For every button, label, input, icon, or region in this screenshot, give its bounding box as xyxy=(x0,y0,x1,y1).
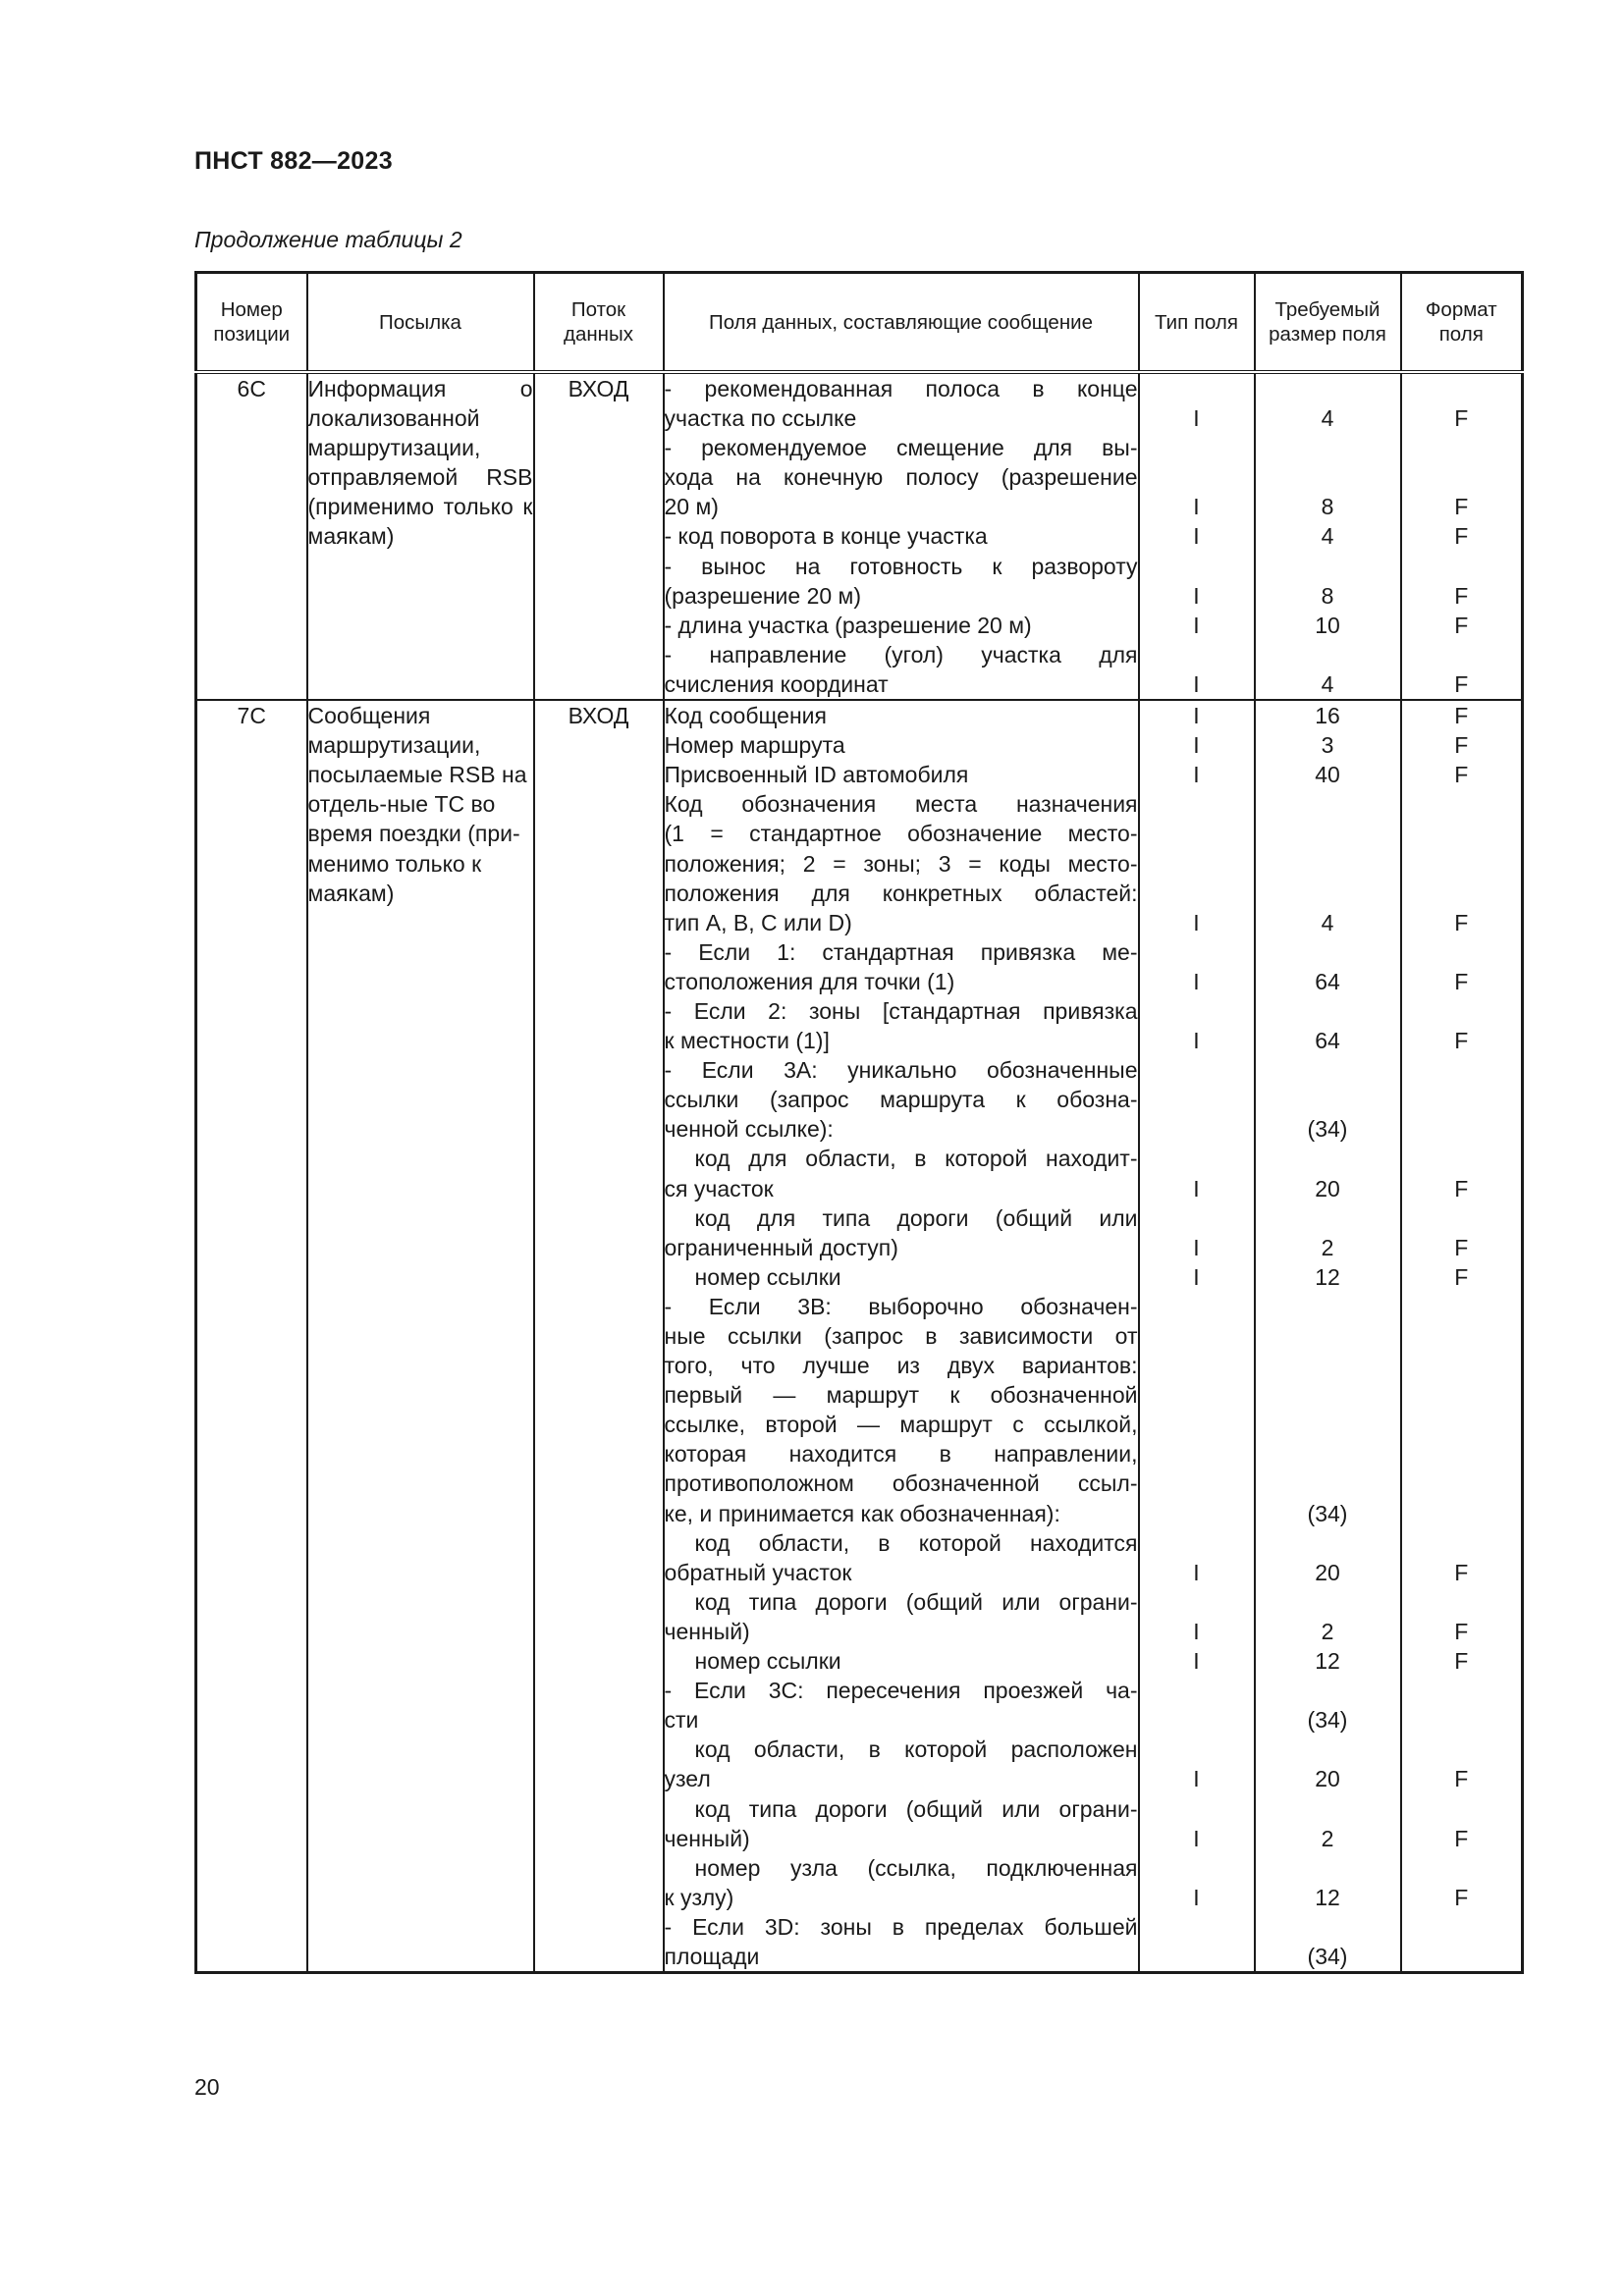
field-line: 20 м) xyxy=(664,494,719,520)
field-value: F xyxy=(1454,1648,1469,1675)
field-line: - рекомендованная полоса в конце xyxy=(664,376,1138,401)
field-value xyxy=(1256,433,1400,462)
field-line: - код поворота в конце участка xyxy=(664,523,988,550)
field-value: I xyxy=(1193,1559,1200,1585)
field-value: F xyxy=(1454,1028,1469,1054)
field-value: F xyxy=(1454,1559,1469,1585)
field-value xyxy=(1256,1912,1400,1942)
table-header-row xyxy=(196,273,1523,373)
field-value xyxy=(1140,1499,1254,1528)
field-line: номер узла (ссылка, подключенная xyxy=(694,1854,1138,1881)
field-line: - вынос на готовность к развороту xyxy=(664,553,1138,579)
field-line: Номер маршрута xyxy=(664,732,845,759)
field-value: 2 xyxy=(1321,1825,1334,1851)
field-value xyxy=(1140,1203,1254,1233)
field-line: которая находится в направлении, xyxy=(664,1441,1138,1468)
field-value xyxy=(1402,937,1522,967)
field-value xyxy=(1256,879,1400,908)
field-value xyxy=(1402,1351,1522,1380)
field-value: I xyxy=(1193,762,1200,788)
field-value xyxy=(1140,1321,1254,1351)
field-value xyxy=(1402,1144,1522,1173)
field-value xyxy=(1256,789,1400,819)
field-line: положения для конкретных областей: xyxy=(664,880,1138,906)
field-value: 4 xyxy=(1321,909,1334,935)
field-line: код типа дороги (общий или ограни- xyxy=(694,1795,1138,1822)
field-value xyxy=(1140,1144,1254,1173)
field-value: F xyxy=(1454,1825,1469,1851)
field-line: номер ссылки xyxy=(694,1263,841,1290)
field-value: I xyxy=(1193,1028,1200,1054)
field-value xyxy=(1402,1055,1522,1085)
field-value: 10 xyxy=(1315,612,1340,638)
field-value xyxy=(1140,879,1254,908)
field-value xyxy=(1140,819,1254,848)
field-line: ограниченный доступ) xyxy=(664,1234,898,1260)
field-value xyxy=(1402,1528,1522,1558)
field-value xyxy=(1256,1794,1400,1824)
field-value: I xyxy=(1193,909,1200,935)
field-value xyxy=(1402,1439,1522,1468)
field-line: положения; 2 = зоны; 3 = коды место- xyxy=(664,850,1138,877)
field-value xyxy=(1256,1321,1400,1351)
field-line: Код сообщения xyxy=(664,703,827,729)
field-line: ся участок xyxy=(664,1175,774,1201)
field-value xyxy=(1256,374,1400,403)
field-type-cell xyxy=(1139,700,1255,1973)
field-value xyxy=(1140,433,1254,462)
field-value xyxy=(1256,1528,1400,1558)
field-line: (разрешение 20 м) xyxy=(664,582,862,609)
field-format-cell xyxy=(1401,700,1523,1973)
fields-cell xyxy=(664,700,1139,1973)
field-line: ссылке, второй — маршрут с ссылкой, xyxy=(664,1412,1138,1438)
field-value: I xyxy=(1193,1825,1200,1851)
field-line: - Если 3А: уникально обозначенные xyxy=(664,1057,1138,1084)
field-value: 12 xyxy=(1315,1648,1340,1675)
field-value xyxy=(1402,1912,1522,1942)
field-line: участка по ссылке xyxy=(664,405,857,432)
field-value xyxy=(1140,1114,1254,1144)
field-value xyxy=(1140,849,1254,879)
field-value: I xyxy=(1193,612,1200,638)
field-value: 3 xyxy=(1321,732,1334,759)
field-value xyxy=(1140,1794,1254,1824)
field-value xyxy=(1256,937,1400,967)
field-line: обратный участок xyxy=(664,1559,852,1585)
field-value xyxy=(1140,374,1254,403)
field-value xyxy=(1402,640,1522,669)
page-number: 20 xyxy=(194,2074,220,2100)
field-line: - Если 1: стандартная привязка ме- xyxy=(664,938,1138,965)
field-value: F xyxy=(1454,1618,1469,1644)
field-value: 16 xyxy=(1315,703,1340,729)
field-value xyxy=(1140,1853,1254,1883)
field-value: (34) xyxy=(1307,1943,1348,1969)
field-value: 20 xyxy=(1315,1175,1340,1201)
field-size-cell xyxy=(1255,372,1401,700)
field-line: номер ссылки xyxy=(694,1648,841,1675)
field-value xyxy=(1402,1794,1522,1824)
field-line: противоположном обозначенной ссыл- xyxy=(664,1470,1138,1497)
field-value xyxy=(1140,1292,1254,1321)
field-value xyxy=(1402,1676,1522,1705)
field-value xyxy=(1402,1203,1522,1233)
field-value xyxy=(1140,1351,1254,1380)
field-value: F xyxy=(1454,582,1469,609)
field-value: I xyxy=(1193,405,1200,432)
field-value: F xyxy=(1454,762,1469,788)
field-value: I xyxy=(1193,1884,1200,1910)
field-value xyxy=(1140,996,1254,1026)
col-header-field-type: Тип поля xyxy=(1139,273,1255,373)
field-value: F xyxy=(1454,1884,1469,1910)
field-value: 20 xyxy=(1315,1766,1340,1792)
field-value xyxy=(1140,1942,1254,1971)
field-value xyxy=(1402,789,1522,819)
field-value xyxy=(1140,937,1254,967)
field-value: 2 xyxy=(1321,1234,1334,1260)
parcel-cell: Сообщения маршрутизации, посылаемые RSB на отдель-ные ТС во время поездки (при-менимо только к маякам) xyxy=(307,700,534,1973)
field-value: F xyxy=(1454,523,1469,550)
field-value: 40 xyxy=(1315,762,1340,788)
field-value xyxy=(1402,462,1522,492)
field-line: счисления координат xyxy=(664,670,889,697)
field-value: F xyxy=(1454,1766,1469,1792)
field-line: код области, в которой находится xyxy=(694,1529,1138,1556)
field-value: I xyxy=(1193,1263,1200,1290)
field-value xyxy=(1256,849,1400,879)
field-type-cell xyxy=(1139,372,1255,700)
field-value: F xyxy=(1454,494,1469,520)
field-value xyxy=(1256,1292,1400,1321)
field-line: ченной ссылке): xyxy=(664,1116,834,1143)
field-value xyxy=(1402,1853,1522,1883)
field-value xyxy=(1140,1380,1254,1410)
field-value: 2 xyxy=(1321,1618,1334,1644)
field-value xyxy=(1402,433,1522,462)
field-value xyxy=(1402,849,1522,879)
field-line: - рекомендуемое смещение для вы- xyxy=(664,435,1138,461)
field-value xyxy=(1402,1410,1522,1439)
field-line: - Если 3С: пересечения проезжей ча- xyxy=(664,1678,1138,1704)
field-value xyxy=(1140,1528,1254,1558)
data-flow-cell: ВХОД xyxy=(534,372,664,700)
table-caption: Продолжение таблицы 2 xyxy=(194,227,462,252)
field-value: 64 xyxy=(1315,968,1340,994)
field-line: площади xyxy=(664,1943,760,1969)
col-header-data-fields: Поля данных, составляющие сообщение xyxy=(664,273,1139,373)
field-value xyxy=(1402,1085,1522,1114)
field-value: F xyxy=(1454,405,1469,432)
field-value xyxy=(1256,1055,1400,1085)
field-value: F xyxy=(1454,1175,1469,1201)
field-format-cell xyxy=(1401,372,1523,700)
field-value xyxy=(1402,1321,1522,1351)
field-line: - длина участка (разрешение 20 м) xyxy=(664,612,1032,638)
field-value xyxy=(1402,1468,1522,1498)
field-value: F xyxy=(1454,732,1469,759)
col-header-field-size: Требуемый размер поля xyxy=(1255,273,1401,373)
field-value xyxy=(1402,1292,1522,1321)
field-value xyxy=(1140,552,1254,581)
field-value xyxy=(1140,1468,1254,1498)
col-header-parcel: Посылка xyxy=(307,273,534,373)
field-line: - Если 2: зоны [стандартная привязка xyxy=(664,997,1138,1024)
field-value: I xyxy=(1193,494,1200,520)
field-line: код для области, в которой находит- xyxy=(694,1146,1138,1172)
position-cell: 7С xyxy=(196,700,307,1973)
field-line: хода на конечную полосу (разрешение xyxy=(664,464,1138,491)
table-row xyxy=(196,372,1523,700)
field-value: 4 xyxy=(1321,523,1334,550)
field-value xyxy=(1402,374,1522,403)
field-line: ные ссылки (запрос в зависимости от xyxy=(664,1323,1138,1349)
parcel-cell: Информация о локализованной маршрутизации, отправляемой RSB (применимо только к маякам) xyxy=(307,372,534,700)
field-value xyxy=(1140,1735,1254,1764)
field-value: I xyxy=(1193,670,1200,697)
field-line: тип А, В, С или D) xyxy=(664,909,852,935)
field-value xyxy=(1256,1468,1400,1498)
field-value: F xyxy=(1454,968,1469,994)
field-value xyxy=(1256,1380,1400,1410)
field-value: 12 xyxy=(1315,1263,1340,1290)
field-line: - Если 3В: выборочно обозначен- xyxy=(664,1293,1138,1319)
field-value: (34) xyxy=(1307,1116,1348,1143)
field-value: I xyxy=(1193,1618,1200,1644)
col-header-field-format: Формат поля xyxy=(1401,273,1523,373)
field-value xyxy=(1402,1705,1522,1735)
field-value xyxy=(1140,1055,1254,1085)
field-value xyxy=(1402,1380,1522,1410)
field-value: 12 xyxy=(1315,1884,1340,1910)
field-value xyxy=(1256,1203,1400,1233)
field-line: ченный) xyxy=(664,1618,750,1644)
field-value: 8 xyxy=(1321,494,1334,520)
field-value xyxy=(1140,1912,1254,1942)
col-header-data-flow: Поток данных xyxy=(534,273,664,373)
field-line: Присвоенный ID автомобиля xyxy=(664,762,969,788)
field-value xyxy=(1256,1351,1400,1380)
field-line: ссылки (запрос маршрута к обозна- xyxy=(664,1087,1138,1113)
field-value: I xyxy=(1193,1175,1200,1201)
field-value xyxy=(1256,552,1400,581)
field-value: I xyxy=(1193,1648,1200,1675)
field-value xyxy=(1140,462,1254,492)
field-value: F xyxy=(1454,670,1469,697)
fields-cell xyxy=(664,372,1139,700)
field-line: ченный) xyxy=(664,1825,750,1851)
field-line: - направление (угол) участка для xyxy=(664,641,1138,667)
field-value xyxy=(1140,789,1254,819)
field-value xyxy=(1256,462,1400,492)
field-value: F xyxy=(1454,1234,1469,1260)
field-value xyxy=(1256,819,1400,848)
document-header: ПНСТ 882—2023 xyxy=(194,147,393,175)
field-size-cell xyxy=(1255,700,1401,1973)
field-value: I xyxy=(1193,703,1200,729)
field-line: Код обозначения места назначения xyxy=(664,791,1138,818)
field-value: I xyxy=(1193,1766,1200,1792)
field-value xyxy=(1256,1735,1400,1764)
col-header-position: Номер позиции xyxy=(196,273,307,373)
field-value xyxy=(1402,1942,1522,1971)
field-value xyxy=(1402,879,1522,908)
field-value xyxy=(1256,1085,1400,1114)
field-line: стоположения для точки (1) xyxy=(664,968,955,994)
field-value: I xyxy=(1193,732,1200,759)
field-value xyxy=(1402,996,1522,1026)
field-value xyxy=(1140,1085,1254,1114)
field-value: F xyxy=(1454,703,1469,729)
field-value: I xyxy=(1193,582,1200,609)
field-value: 4 xyxy=(1321,670,1334,697)
field-value xyxy=(1402,819,1522,848)
field-value xyxy=(1402,1499,1522,1528)
field-value xyxy=(1256,1853,1400,1883)
field-value: F xyxy=(1454,612,1469,638)
field-value: 20 xyxy=(1315,1559,1340,1585)
field-value xyxy=(1140,1587,1254,1617)
field-value: I xyxy=(1193,523,1200,550)
field-value xyxy=(1402,1735,1522,1764)
field-value: 64 xyxy=(1315,1028,1340,1054)
field-value xyxy=(1256,1439,1400,1468)
field-line: - Если 3D: зоны в пределах большей xyxy=(664,1913,1138,1940)
field-value xyxy=(1402,1114,1522,1144)
table-row xyxy=(196,700,1523,1973)
field-value: 8 xyxy=(1321,582,1334,609)
field-line: код для типа дороги (общий или xyxy=(694,1204,1138,1231)
field-value xyxy=(1256,1587,1400,1617)
field-line: сти xyxy=(664,1707,699,1734)
field-value: 4 xyxy=(1321,405,1334,432)
field-value xyxy=(1256,996,1400,1026)
field-value: F xyxy=(1454,1263,1469,1290)
position-cell: 6С xyxy=(196,372,307,700)
field-value xyxy=(1256,1144,1400,1173)
field-line: код типа дороги (общий или ограни- xyxy=(694,1588,1138,1615)
field-value xyxy=(1256,1410,1400,1439)
field-value xyxy=(1402,1587,1522,1617)
field-line: первый — маршрут к обозначенной xyxy=(664,1382,1138,1409)
field-line: ке, и принимается как обозначенная): xyxy=(664,1500,1060,1526)
data-flow-cell: ВХОД xyxy=(534,700,664,1973)
field-value xyxy=(1140,1410,1254,1439)
field-value xyxy=(1256,640,1400,669)
field-value: (34) xyxy=(1307,1707,1348,1734)
field-value: I xyxy=(1193,1234,1200,1260)
field-line: (1 = стандартное обозначение место- xyxy=(664,821,1138,847)
field-value xyxy=(1402,552,1522,581)
field-value xyxy=(1140,1705,1254,1735)
field-value: (34) xyxy=(1307,1500,1348,1526)
field-line: узел xyxy=(664,1766,711,1792)
data-fields-table xyxy=(194,271,1524,1974)
field-value: F xyxy=(1454,909,1469,935)
field-line: к местности (1)] xyxy=(664,1028,830,1054)
field-value xyxy=(1140,1676,1254,1705)
field-line: того, что лучше из двух вариантов: xyxy=(664,1353,1138,1379)
field-value xyxy=(1256,1676,1400,1705)
field-value xyxy=(1140,1439,1254,1468)
field-line: к узлу) xyxy=(664,1884,734,1910)
field-value xyxy=(1140,640,1254,669)
field-line: код области, в которой расположен xyxy=(694,1736,1138,1763)
field-value: I xyxy=(1193,968,1200,994)
